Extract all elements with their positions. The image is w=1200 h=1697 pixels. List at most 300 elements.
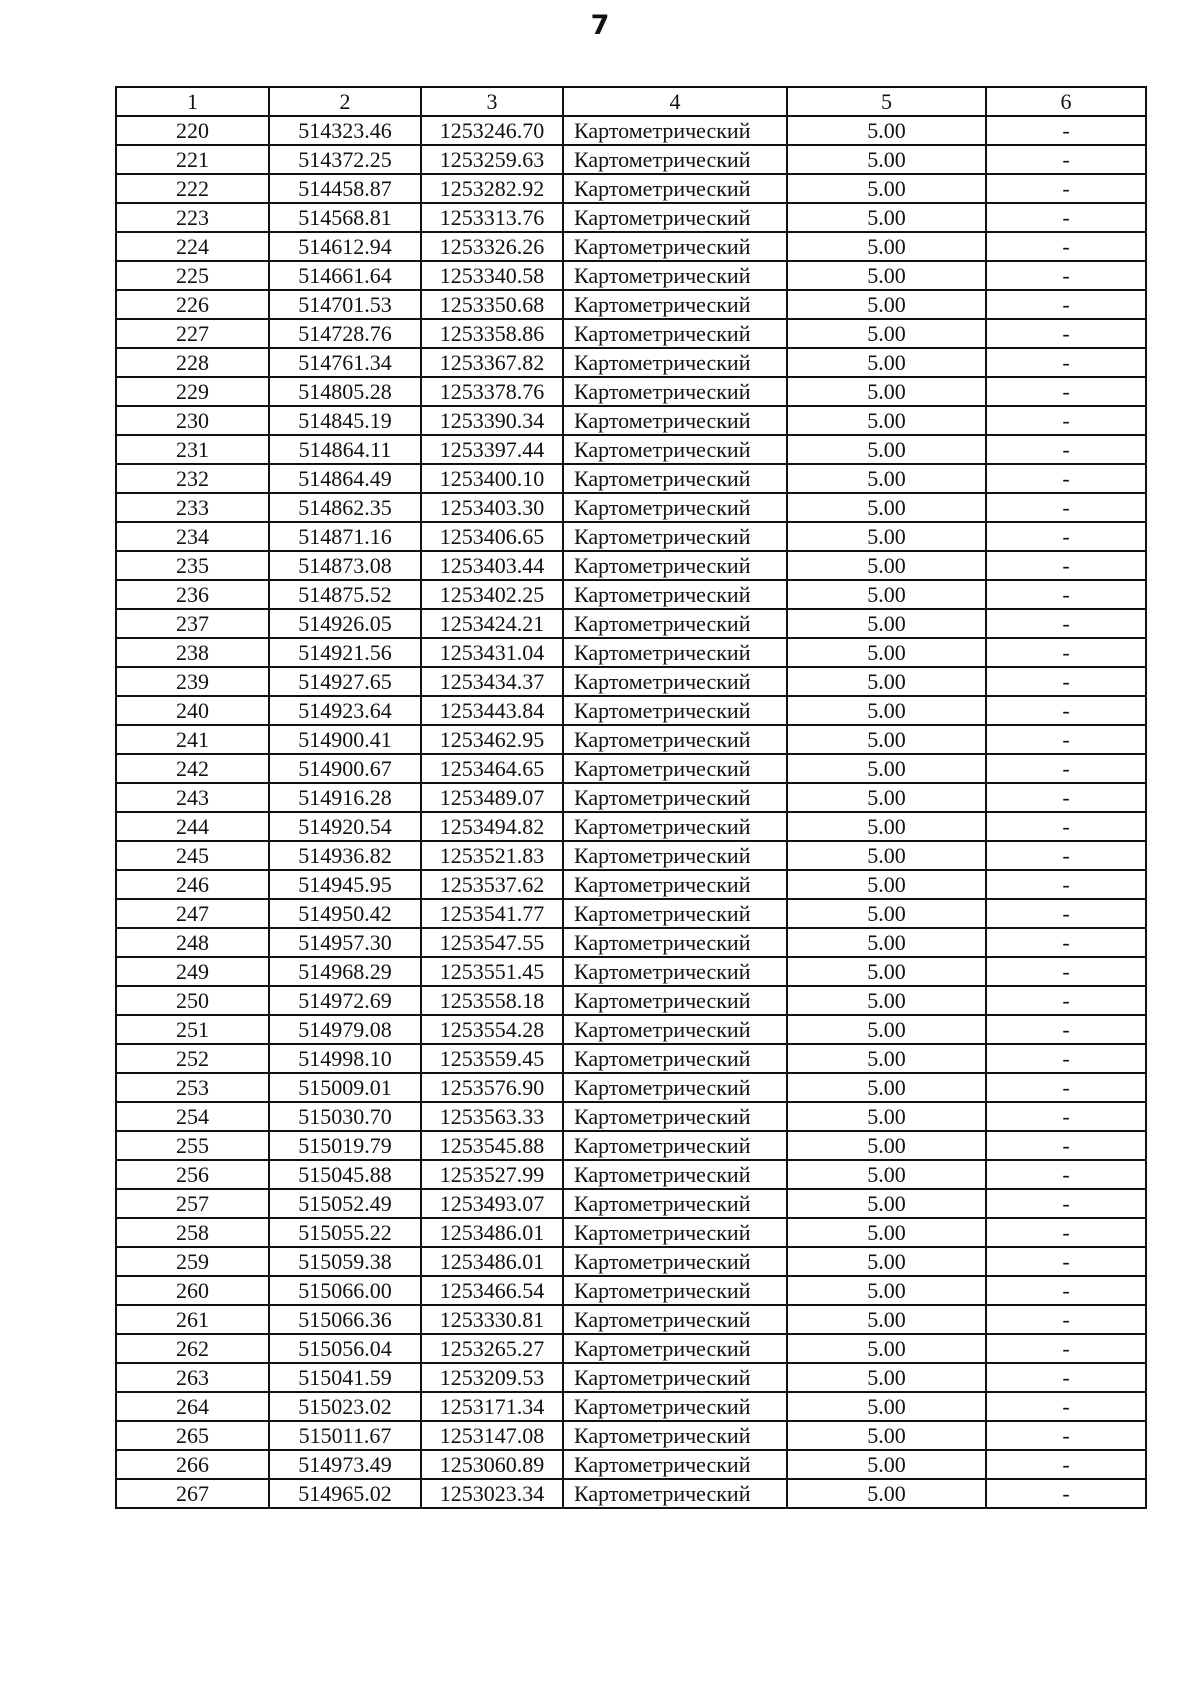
table-row	[116, 319, 1146, 348]
note-cell: -	[986, 1276, 1146, 1305]
y-coordinate-cell: 1253326.26	[421, 232, 563, 261]
method-cell: Картометрический	[563, 1015, 787, 1044]
point-number-cell: 264	[116, 1392, 269, 1421]
table-row	[116, 551, 1146, 580]
x-coordinate-cell: 514936.82	[269, 841, 421, 870]
x-coordinate-cell: 514900.67	[269, 754, 421, 783]
table-row	[116, 1334, 1146, 1363]
accuracy-cell: 5.00	[787, 1044, 986, 1073]
accuracy-cell: 5.00	[787, 1073, 986, 1102]
table-row	[116, 1305, 1146, 1334]
accuracy-cell: 5.00	[787, 203, 986, 232]
table-row	[116, 1247, 1146, 1276]
method-cell: Картометрический	[563, 1305, 787, 1334]
point-number-cell: 261	[116, 1305, 269, 1334]
y-coordinate-cell: 1253489.07	[421, 783, 563, 812]
x-coordinate-cell: 514916.28	[269, 783, 421, 812]
table-row	[116, 174, 1146, 203]
note-cell: -	[986, 1392, 1146, 1421]
method-cell: Картометрический	[563, 522, 787, 551]
method-cell: Картометрический	[563, 1421, 787, 1450]
table-row	[116, 1276, 1146, 1305]
table-row	[116, 1363, 1146, 1392]
x-coordinate-cell: 515041.59	[269, 1363, 421, 1392]
note-cell: -	[986, 522, 1146, 551]
table-row	[116, 406, 1146, 435]
note-cell: -	[986, 1479, 1146, 1508]
x-coordinate-cell: 514845.19	[269, 406, 421, 435]
x-coordinate-cell: 514864.49	[269, 464, 421, 493]
method-cell: Картометрический	[563, 812, 787, 841]
x-coordinate-cell: 514805.28	[269, 377, 421, 406]
y-coordinate-cell: 1253358.86	[421, 319, 563, 348]
point-number-cell: 230	[116, 406, 269, 435]
method-cell: Картометрический	[563, 116, 787, 145]
note-cell: -	[986, 1334, 1146, 1363]
y-coordinate-cell: 1253403.44	[421, 551, 563, 580]
header-row	[116, 87, 1146, 116]
accuracy-cell: 5.00	[787, 899, 986, 928]
point-number-cell: 244	[116, 812, 269, 841]
note-cell: -	[986, 551, 1146, 580]
method-cell: Картометрический	[563, 319, 787, 348]
note-cell: -	[986, 261, 1146, 290]
x-coordinate-cell: 514900.41	[269, 725, 421, 754]
table-row	[116, 377, 1146, 406]
accuracy-cell: 5.00	[787, 1421, 986, 1450]
y-coordinate-cell: 1253486.01	[421, 1247, 563, 1276]
accuracy-cell: 5.00	[787, 377, 986, 406]
x-coordinate-cell: 514945.95	[269, 870, 421, 899]
point-number-cell: 247	[116, 899, 269, 928]
y-coordinate-cell: 1253434.37	[421, 667, 563, 696]
coordinates-table	[115, 86, 1147, 1509]
x-coordinate-cell: 515045.88	[269, 1160, 421, 1189]
note-cell: -	[986, 928, 1146, 957]
x-coordinate-cell: 514973.49	[269, 1450, 421, 1479]
y-coordinate-cell: 1253403.30	[421, 493, 563, 522]
x-coordinate-cell: 514458.87	[269, 174, 421, 203]
x-coordinate-cell: 514864.11	[269, 435, 421, 464]
x-coordinate-cell: 514862.35	[269, 493, 421, 522]
point-number-cell: 225	[116, 261, 269, 290]
table-header	[116, 87, 1146, 116]
table-row	[116, 1421, 1146, 1450]
x-coordinate-cell: 514323.46	[269, 116, 421, 145]
point-number-cell: 257	[116, 1189, 269, 1218]
table-row	[116, 667, 1146, 696]
accuracy-cell: 5.00	[787, 348, 986, 377]
note-cell: -	[986, 696, 1146, 725]
method-cell: Картометрический	[563, 377, 787, 406]
method-cell: Картометрический	[563, 986, 787, 1015]
note-cell: -	[986, 435, 1146, 464]
table-row	[116, 812, 1146, 841]
y-coordinate-cell: 1253378.76	[421, 377, 563, 406]
method-cell: Картометрический	[563, 1334, 787, 1363]
x-coordinate-cell: 514965.02	[269, 1479, 421, 1508]
y-coordinate-cell: 1253209.53	[421, 1363, 563, 1392]
method-cell: Картометрический	[563, 435, 787, 464]
accuracy-cell: 5.00	[787, 319, 986, 348]
accuracy-cell: 5.00	[787, 1363, 986, 1392]
method-cell: Картометрический	[563, 464, 787, 493]
method-cell: Картометрический	[563, 783, 787, 812]
accuracy-cell: 5.00	[787, 116, 986, 145]
x-coordinate-cell: 514921.56	[269, 638, 421, 667]
accuracy-cell: 5.00	[787, 1450, 986, 1479]
y-coordinate-cell: 1253462.95	[421, 725, 563, 754]
y-coordinate-cell: 1253545.88	[421, 1131, 563, 1160]
method-cell: Картометрический	[563, 203, 787, 232]
accuracy-cell: 5.00	[787, 696, 986, 725]
x-coordinate-cell: 514957.30	[269, 928, 421, 957]
accuracy-cell: 5.00	[787, 261, 986, 290]
point-number-cell: 262	[116, 1334, 269, 1363]
table-row	[116, 986, 1146, 1015]
y-coordinate-cell: 1253554.28	[421, 1015, 563, 1044]
method-cell: Картометрический	[563, 551, 787, 580]
method-cell: Картометрический	[563, 1247, 787, 1276]
point-number-cell: 238	[116, 638, 269, 667]
table-row	[116, 754, 1146, 783]
y-coordinate-cell: 1253521.83	[421, 841, 563, 870]
y-coordinate-cell: 1253443.84	[421, 696, 563, 725]
note-cell: -	[986, 319, 1146, 348]
table-row	[116, 638, 1146, 667]
x-coordinate-cell: 514661.64	[269, 261, 421, 290]
table-row	[116, 232, 1146, 261]
method-cell: Картометрический	[563, 1479, 787, 1508]
accuracy-cell: 5.00	[787, 812, 986, 841]
x-coordinate-cell: 514701.53	[269, 290, 421, 319]
column-header-6: 6	[986, 87, 1146, 116]
point-number-cell: 224	[116, 232, 269, 261]
method-cell: Картометрический	[563, 928, 787, 957]
method-cell: Картометрический	[563, 609, 787, 638]
point-number-cell: 220	[116, 116, 269, 145]
x-coordinate-cell: 515019.79	[269, 1131, 421, 1160]
note-cell: -	[986, 841, 1146, 870]
y-coordinate-cell: 1253023.34	[421, 1479, 563, 1508]
table-row	[116, 899, 1146, 928]
y-coordinate-cell: 1253551.45	[421, 957, 563, 986]
x-coordinate-cell: 515066.36	[269, 1305, 421, 1334]
accuracy-cell: 5.00	[787, 1276, 986, 1305]
y-coordinate-cell: 1253563.33	[421, 1102, 563, 1131]
note-cell: -	[986, 493, 1146, 522]
y-coordinate-cell: 1253340.58	[421, 261, 563, 290]
x-coordinate-cell: 514568.81	[269, 203, 421, 232]
accuracy-cell: 5.00	[787, 580, 986, 609]
note-cell: -	[986, 1160, 1146, 1189]
point-number-cell: 241	[116, 725, 269, 754]
x-coordinate-cell: 514871.16	[269, 522, 421, 551]
accuracy-cell: 5.00	[787, 290, 986, 319]
accuracy-cell: 5.00	[787, 638, 986, 667]
y-coordinate-cell: 1253493.07	[421, 1189, 563, 1218]
table-row	[116, 1189, 1146, 1218]
x-coordinate-cell: 514998.10	[269, 1044, 421, 1073]
x-coordinate-cell: 515059.38	[269, 1247, 421, 1276]
point-number-cell: 231	[116, 435, 269, 464]
note-cell: -	[986, 145, 1146, 174]
point-number-cell: 267	[116, 1479, 269, 1508]
point-number-cell: 243	[116, 783, 269, 812]
accuracy-cell: 5.00	[787, 1131, 986, 1160]
note-cell: -	[986, 406, 1146, 435]
note-cell: -	[986, 203, 1146, 232]
note-cell: -	[986, 174, 1146, 203]
note-cell: -	[986, 1073, 1146, 1102]
table-row	[116, 783, 1146, 812]
y-coordinate-cell: 1253576.90	[421, 1073, 563, 1102]
table-row	[116, 696, 1146, 725]
table-row	[116, 116, 1146, 145]
table-row	[116, 145, 1146, 174]
accuracy-cell: 5.00	[787, 1305, 986, 1334]
point-number-cell: 229	[116, 377, 269, 406]
accuracy-cell: 5.00	[787, 841, 986, 870]
table-row	[116, 435, 1146, 464]
accuracy-cell: 5.00	[787, 145, 986, 174]
x-coordinate-cell: 515009.01	[269, 1073, 421, 1102]
point-number-cell: 232	[116, 464, 269, 493]
accuracy-cell: 5.00	[787, 406, 986, 435]
table-row	[116, 261, 1146, 290]
accuracy-cell: 5.00	[787, 957, 986, 986]
point-number-cell: 251	[116, 1015, 269, 1044]
method-cell: Картометрический	[563, 1189, 787, 1218]
table-body	[116, 116, 1146, 1508]
point-number-cell: 256	[116, 1160, 269, 1189]
point-number-cell: 223	[116, 203, 269, 232]
note-cell: -	[986, 638, 1146, 667]
note-cell: -	[986, 1450, 1146, 1479]
method-cell: Картометрический	[563, 174, 787, 203]
method-cell: Картометрический	[563, 1102, 787, 1131]
note-cell: -	[986, 1247, 1146, 1276]
method-cell: Картометрический	[563, 696, 787, 725]
method-cell: Картометрический	[563, 493, 787, 522]
x-coordinate-cell: 514612.94	[269, 232, 421, 261]
point-number-cell: 234	[116, 522, 269, 551]
table-row	[116, 609, 1146, 638]
note-cell: -	[986, 1305, 1146, 1334]
note-cell: -	[986, 667, 1146, 696]
point-number-cell: 221	[116, 145, 269, 174]
note-cell: -	[986, 1131, 1146, 1160]
y-coordinate-cell: 1253282.92	[421, 174, 563, 203]
table-row	[116, 290, 1146, 319]
accuracy-cell: 5.00	[787, 435, 986, 464]
x-coordinate-cell: 514968.29	[269, 957, 421, 986]
y-coordinate-cell: 1253424.21	[421, 609, 563, 638]
table-row	[116, 1073, 1146, 1102]
accuracy-cell: 5.00	[787, 1392, 986, 1421]
method-cell: Картометрический	[563, 1073, 787, 1102]
y-coordinate-cell: 1253527.99	[421, 1160, 563, 1189]
table-row	[116, 464, 1146, 493]
point-number-cell: 242	[116, 754, 269, 783]
accuracy-cell: 5.00	[787, 1334, 986, 1363]
y-coordinate-cell: 1253466.54	[421, 1276, 563, 1305]
method-cell: Картометрический	[563, 1450, 787, 1479]
point-number-cell: 253	[116, 1073, 269, 1102]
y-coordinate-cell: 1253486.01	[421, 1218, 563, 1247]
y-coordinate-cell: 1253171.34	[421, 1392, 563, 1421]
point-number-cell: 252	[116, 1044, 269, 1073]
y-coordinate-cell: 1253265.27	[421, 1334, 563, 1363]
x-coordinate-cell: 515011.67	[269, 1421, 421, 1450]
method-cell: Картометрический	[563, 406, 787, 435]
table-row	[116, 1392, 1146, 1421]
point-number-cell: 239	[116, 667, 269, 696]
point-number-cell: 236	[116, 580, 269, 609]
method-cell: Картометрический	[563, 1131, 787, 1160]
accuracy-cell: 5.00	[787, 493, 986, 522]
note-cell: -	[986, 580, 1146, 609]
x-coordinate-cell: 514950.42	[269, 899, 421, 928]
accuracy-cell: 5.00	[787, 551, 986, 580]
x-coordinate-cell: 514927.65	[269, 667, 421, 696]
table-row	[116, 957, 1146, 986]
accuracy-cell: 5.00	[787, 1160, 986, 1189]
accuracy-cell: 5.00	[787, 667, 986, 696]
note-cell: -	[986, 348, 1146, 377]
point-number-cell: 240	[116, 696, 269, 725]
accuracy-cell: 5.00	[787, 783, 986, 812]
y-coordinate-cell: 1253246.70	[421, 116, 563, 145]
x-coordinate-cell: 514372.25	[269, 145, 421, 174]
note-cell: -	[986, 725, 1146, 754]
method-cell: Картометрический	[563, 348, 787, 377]
point-number-cell: 237	[116, 609, 269, 638]
accuracy-cell: 5.00	[787, 1015, 986, 1044]
point-number-cell: 260	[116, 1276, 269, 1305]
point-number-cell: 245	[116, 841, 269, 870]
note-cell: -	[986, 609, 1146, 638]
y-coordinate-cell: 1253350.68	[421, 290, 563, 319]
point-number-cell: 263	[116, 1363, 269, 1392]
note-cell: -	[986, 899, 1146, 928]
method-cell: Картометрический	[563, 1218, 787, 1247]
method-cell: Картометрический	[563, 870, 787, 899]
y-coordinate-cell: 1253547.55	[421, 928, 563, 957]
point-number-cell: 246	[116, 870, 269, 899]
y-coordinate-cell: 1253431.04	[421, 638, 563, 667]
x-coordinate-cell: 514873.08	[269, 551, 421, 580]
y-coordinate-cell: 1253330.81	[421, 1305, 563, 1334]
y-coordinate-cell: 1253494.82	[421, 812, 563, 841]
point-number-cell: 226	[116, 290, 269, 319]
x-coordinate-cell: 515066.00	[269, 1276, 421, 1305]
y-coordinate-cell: 1253060.89	[421, 1450, 563, 1479]
note-cell: -	[986, 116, 1146, 145]
accuracy-cell: 5.00	[787, 870, 986, 899]
point-number-cell: 266	[116, 1450, 269, 1479]
y-coordinate-cell: 1253541.77	[421, 899, 563, 928]
table-row	[116, 1160, 1146, 1189]
accuracy-cell: 5.00	[787, 928, 986, 957]
y-coordinate-cell: 1253537.62	[421, 870, 563, 899]
method-cell: Картометрический	[563, 1392, 787, 1421]
accuracy-cell: 5.00	[787, 754, 986, 783]
y-coordinate-cell: 1253559.45	[421, 1044, 563, 1073]
accuracy-cell: 5.00	[787, 464, 986, 493]
accuracy-cell: 5.00	[787, 1189, 986, 1218]
method-cell: Картометрический	[563, 1160, 787, 1189]
note-cell: -	[986, 783, 1146, 812]
x-coordinate-cell: 514972.69	[269, 986, 421, 1015]
table-row	[116, 928, 1146, 957]
accuracy-cell: 5.00	[787, 522, 986, 551]
note-cell: -	[986, 1102, 1146, 1131]
point-number-cell: 248	[116, 928, 269, 957]
y-coordinate-cell: 1253464.65	[421, 754, 563, 783]
table-row	[116, 580, 1146, 609]
point-number-cell: 233	[116, 493, 269, 522]
method-cell: Картометрический	[563, 899, 787, 928]
column-header-3: 3	[421, 87, 563, 116]
point-number-cell: 258	[116, 1218, 269, 1247]
y-coordinate-cell: 1253313.76	[421, 203, 563, 232]
table-row	[116, 841, 1146, 870]
column-header-5: 5	[787, 87, 986, 116]
method-cell: Картометрический	[563, 638, 787, 667]
y-coordinate-cell: 1253558.18	[421, 986, 563, 1015]
point-number-cell: 222	[116, 174, 269, 203]
note-cell: -	[986, 986, 1146, 1015]
y-coordinate-cell: 1253397.44	[421, 435, 563, 464]
x-coordinate-cell: 515056.04	[269, 1334, 421, 1363]
note-cell: -	[986, 1218, 1146, 1247]
x-coordinate-cell: 515052.49	[269, 1189, 421, 1218]
point-number-cell: 265	[116, 1421, 269, 1450]
method-cell: Картометрический	[563, 261, 787, 290]
accuracy-cell: 5.00	[787, 725, 986, 754]
table-row	[116, 1131, 1146, 1160]
method-cell: Картометрический	[563, 1276, 787, 1305]
note-cell: -	[986, 377, 1146, 406]
x-coordinate-cell: 515055.22	[269, 1218, 421, 1247]
method-cell: Картометрический	[563, 1044, 787, 1073]
column-header-1: 1	[116, 87, 269, 116]
point-number-cell: 228	[116, 348, 269, 377]
note-cell: -	[986, 957, 1146, 986]
table-row	[116, 1450, 1146, 1479]
y-coordinate-cell: 1253259.63	[421, 145, 563, 174]
x-coordinate-cell: 514728.76	[269, 319, 421, 348]
note-cell: -	[986, 812, 1146, 841]
note-cell: -	[986, 870, 1146, 899]
point-number-cell: 250	[116, 986, 269, 1015]
note-cell: -	[986, 232, 1146, 261]
note-cell: -	[986, 1421, 1146, 1450]
accuracy-cell: 5.00	[787, 174, 986, 203]
x-coordinate-cell: 514979.08	[269, 1015, 421, 1044]
method-cell: Картометрический	[563, 725, 787, 754]
x-coordinate-cell: 514926.05	[269, 609, 421, 638]
y-coordinate-cell: 1253402.25	[421, 580, 563, 609]
table-row	[116, 493, 1146, 522]
method-cell: Картометрический	[563, 290, 787, 319]
method-cell: Картометрический	[563, 145, 787, 174]
y-coordinate-cell: 1253367.82	[421, 348, 563, 377]
note-cell: -	[986, 1044, 1146, 1073]
x-coordinate-cell: 514875.52	[269, 580, 421, 609]
x-coordinate-cell: 515023.02	[269, 1392, 421, 1421]
